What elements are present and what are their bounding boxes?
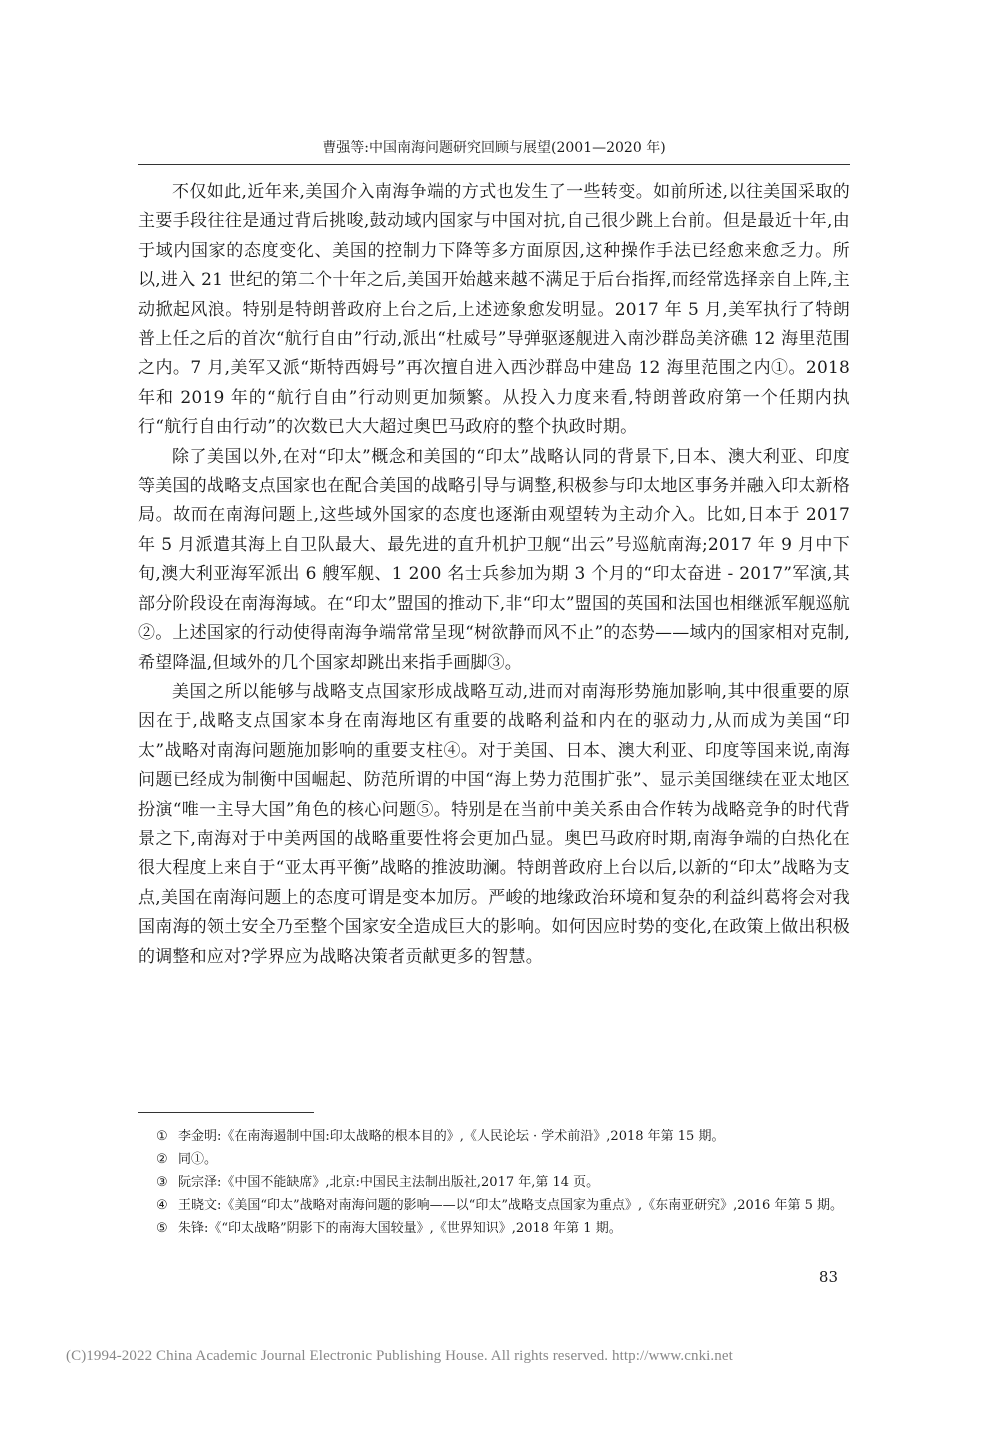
page-number: 83 <box>818 1268 838 1286</box>
footnote-marker: ⑤ <box>156 1221 168 1236</box>
footnote-text: 李金明:《在南海遏制中国:印太战略的根本目的》,《人民论坛 · 学术前沿》,2018 年第 15 期。 <box>178 1129 725 1144</box>
footnotes <box>138 1127 850 1242</box>
footnote-5 <box>138 1219 850 1239</box>
footnote-1 <box>138 1127 850 1147</box>
footnote-text: 阮宗泽:《中国不能缺席》,北京:中国民主法制出版社,2017 年,第 14 页。 <box>178 1175 600 1190</box>
header-rule <box>138 164 850 165</box>
paragraph-3: 美国之所以能够与战略支点国家形成战略互动,进而对南海形势施加影响,其中很重要的原因在于,战略支点国家本身在南海地区有重要的战略利益和内在的驱动力,从而成为美国“印太”战略对南海问题施加影响的重要支柱④。对于美国、日本、澳大利亚、印度等国来说,南海问题已经成为制衡中国崛起、防范所谓的中国“海上势力范围扩张”、显示美国继续在亚太地区扮演“唯一主导大国”角色的核心问题⑤。特别是在当前中美关系由合作转为战略竞争的时代背景之下,南海对于中美两国的战略重要性将会更加凸显。奥巴马政府时期,南海争端的白热化在很大程度上来自于“亚太再平衡”战略的推波助澜。特朗普政府上台以后,以新的“印太”战略为支点,美国在南海问题上的态度可谓是变本加厉。严峻的地缘政治环境和复杂的利益纠葛将会对我国南海的领土安全乃至整个国家安全造成巨大的影响。如何因应时势的变化,在政策上做出积极的调整和应对?学界应为战略决策者贡献更多的智慧。 <box>138 681 850 967</box>
paragraph-1: 不仅如此,近年来,美国介入南海争端的方式也发生了一些转变。如前所述,以往美国采取的主要手段往往是通过背后挑唆,鼓动域内国家与中国对抗,自己很少跳上台前。但是最近十年,由于域内国家的态度变化、美国的控制力下降等多方面原因,这种操作手法已经愈来愈乏力。所以,进入 21 世纪的第二个十年之后,美国开始越来越不满足于后台指挥,而经常选择亲自上阵,主动掀起风浪。特别是特朗普政府上台之后,上述迹象愈发明显。2017 年 5 月,美军执行了特朗普上任之后的首次“航行自由”行动,派出“杜威号”导弹驱逐舰进入南沙群岛美济礁 12 海里范围之内。7 月,美军又派“斯特西姆号”再次擅自进入西沙群岛中建岛 12 海里范围之内①。2018 年和 2019 年的“航行自由”行动则更加频繁。从投入力度来看,特朗普政府第一个任期内执行“航行自由行动”的次数已大大超过奥巴马政府的整个执政时期。 <box>138 182 850 438</box>
running-header: 曹强等:中国南海问题研究回顾与展望(2001—2020 年) <box>322 140 666 156</box>
footnote-4 <box>138 1196 850 1216</box>
footnote-text: 王晓文:《美国“印太”战略对南海问题的影响——以“印太”战略支点国家为重点》,《东南亚研究》,2016 年第 5 期。 <box>178 1198 843 1213</box>
footnote-text: 朱锋:《“印太战略”阴影下的南海大国较量》,《世界知识》,2018 年第 1 期。 <box>178 1221 622 1236</box>
footnote-text: 同①。 <box>178 1152 218 1167</box>
footnote-marker: ③ <box>156 1175 168 1190</box>
body-text <box>138 178 850 972</box>
footnote-marker: ④ <box>156 1198 168 1213</box>
footnote-rule <box>138 1112 314 1113</box>
footnote-3 <box>138 1173 850 1193</box>
copyright-notice: (C)1994-2022 China Academic Journal Electronic Publishing House. All rights reserved. http://www.cnki.net <box>66 1348 733 1364</box>
footnote-2 <box>138 1150 850 1170</box>
footnote-marker: ① <box>156 1129 168 1144</box>
paragraph-2: 除了美国以外,在对“印太”概念和美国的“印太”战略认同的背景下,日本、澳大利亚、印度等美国的战略支点国家也在配合美国的战略引导与调整,积极参与印太地区事务并融入印太新格局。故而在南海问题上,这些域外国家的态度也逐渐由观望转为主动介入。比如,日本于 2017 年 5 月派遣其海上自卫队最大、最先进的直升机护卫舰“出云”号巡航南海;2017 年 9 月中下旬,澳大利亚海军派出 6 艘军舰、1 200 名士兵参加为期 3 个月的“印太奋进 - 2017”军演,其部分阶段设在南海海域。在“印太”盟国的推动下,非“印太”盟国的英国和法国也相继派军舰巡航②。上述国家的行动使得南海争端常常呈现“树欲静而风不止”的态势——域内的国家相对克制,希望降温,但域外的几个国家却跳出来指手画脚③。 <box>138 446 850 673</box>
footnote-marker: ② <box>156 1152 168 1167</box>
